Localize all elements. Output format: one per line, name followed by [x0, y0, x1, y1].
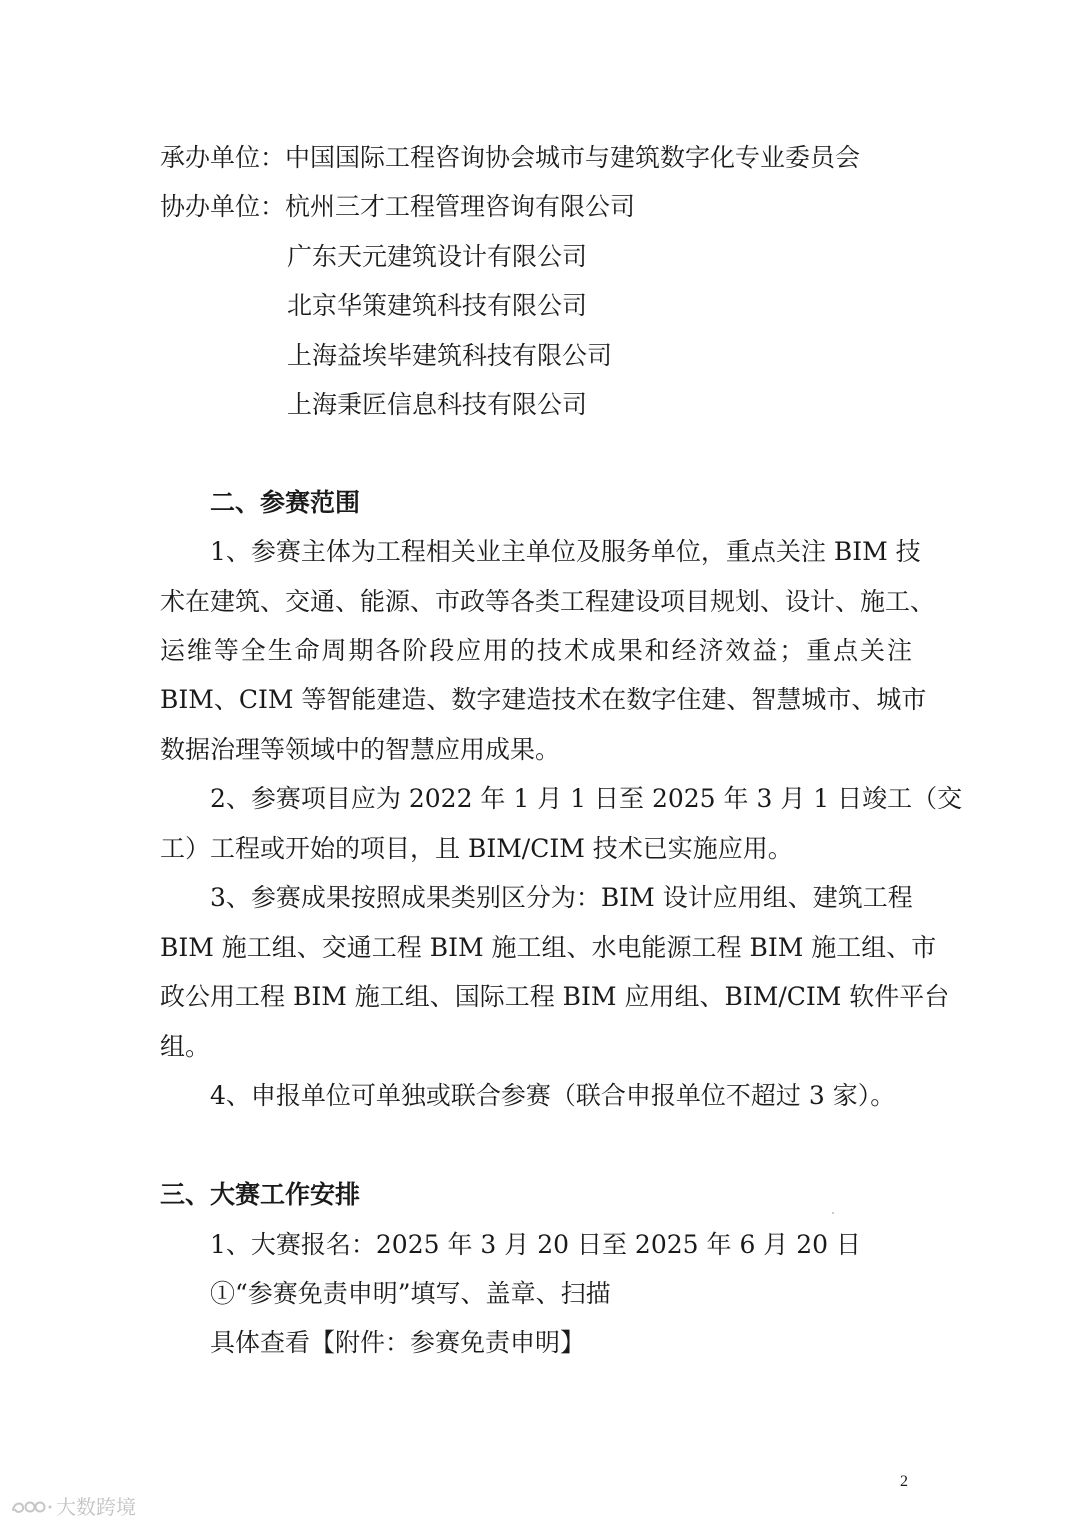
host-organizer-line [160, 141, 860, 175]
watermark-logo-icon [10, 1496, 52, 1518]
co-organizer-name: 上海秉匠信息科技有限公司 [287, 390, 588, 419]
paragraph-line: 政公用工程 BIM 施工组、国际工程 BIM 应用组、BIM/CIM 软件平台 [160, 982, 950, 1011]
paragraph-line: 数据治理等领域中的智慧应用成果。 [160, 735, 561, 764]
host-organizer-name: 中国国际工程咨询协会城市与建筑数字化专业委员会 [285, 143, 861, 172]
paragraph-line: 3、参赛成果按照成果类别区分为：BIM 设计应用组、建筑工程 [210, 883, 913, 912]
watermark [10, 1494, 136, 1520]
paragraph-line: 术在建筑、交通、能源、市政等各类工程建设项目规划、设计、施工、 [160, 587, 936, 616]
paragraph-line: 运维等全生命周期各阶段应用的技术成果和经济效益；重点关注 [160, 636, 912, 665]
co-organizer-line [160, 190, 635, 224]
paragraph-line: 1、参赛主体为工程相关业主单位及服务单位，重点关注 BIM 技 [210, 537, 921, 566]
section-heading: 三、大赛工作安排 [160, 1180, 361, 1209]
paragraph-line: 工）工程或开始的项目，且 BIM/CIM 技术已实施应用。 [160, 834, 793, 863]
paragraph-line: BIM 施工组、交通工程 BIM 施工组、水电能源工程 BIM 施工组、市 [160, 933, 937, 962]
co-organizer-label: 协办单位： [160, 192, 286, 221]
co-organizer-name: 北京华策建筑科技有限公司 [287, 291, 588, 320]
paragraph-line: 2、参赛项目应为 2022 年 1 月 1 日至 2025 年 3 月 1 日竣工（交 [210, 784, 963, 813]
paragraph-line: 1、大赛报名：2025 年 3 月 20 日至 2025 年 6 月 20 日 [210, 1230, 862, 1259]
scan-speck [832, 1212, 834, 1214]
paragraph-line: 具体查看【附件：参赛免责申明】 [210, 1328, 586, 1357]
co-organizer-name: 广东天元建筑设计有限公司 [287, 242, 588, 271]
host-organizer-label: 承办单位： [160, 143, 286, 172]
watermark-text: 大数跨境 [56, 1495, 136, 1519]
paragraph-line: 组。 [160, 1032, 211, 1061]
paragraph-line: 4、申报单位可单独或联合参赛（联合申报单位不超过 3 家）。 [210, 1081, 896, 1110]
paragraph-line: BIM、CIM 等智能建造、数字建造技术在数字住建、智慧城市、城市 [160, 685, 927, 714]
co-organizer-name: 杭州三才工程管理咨询有限公司 [285, 192, 636, 221]
paragraph-line: ①“参赛免责申明”填写、盖章、扫描 [210, 1279, 611, 1308]
page-number: 2 [900, 1473, 908, 1490]
section-heading: 二、参赛范围 [210, 488, 361, 517]
co-organizer-name: 上海益埃毕建筑科技有限公司 [287, 341, 613, 370]
